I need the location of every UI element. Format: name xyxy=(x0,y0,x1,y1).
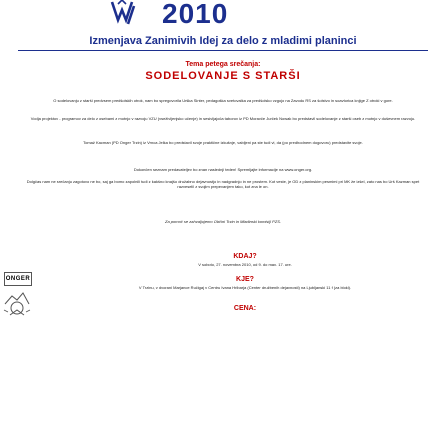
price-label: CENA: xyxy=(233,305,257,312)
year-heading: 2010 xyxy=(162,0,229,29)
paragraph-speakers-list: Dokončen seznam predavateljev bo znan naslednji teden! Spremljajte informacije na www.onger.org. xyxy=(133,167,313,172)
paragraph-intro: O sodelovanju z starši predvsem predšolskih otrok, nam bo spregovorila Urška Sinter, pedagoška svetovalka za predšolsko vzgojo na Zavodu RS za šolstvo in soavtorica knjige Z otroki v gore. xyxy=(53,98,393,103)
paragraph-projects: Vodja projektov - programov za delo z osebami z motnjo v razvoju VZU (vseživljenjsko učenje) in sesivljajoča taborov iz PD Moravče Jurček Nowak bo predstavil sodelovanje z starši oseb z motnjo v duševnem razvoju. xyxy=(30,116,416,121)
paragraph-thanks: Za pomoč se zahvaljujemo Občini Trzin in Mladinski komisiji PZS. xyxy=(165,219,281,224)
onger-logo: ONGER xyxy=(4,272,32,286)
paragraph-social: Dolgčas nam ne srečanju zagotovo ne bo, saj ga bomo zapolnili tudi z kakšno knajšo družabno dejavnostjo in nadgradnjo in ne prostem. Kot veste, je OD z planinskim pesmimi pri MK že izšel, zato nas bo Urš Kazman spet razveselil z svojim prepevanjem tako, kot zna le on. xyxy=(26,179,420,189)
topic-title: SODELOVANJE S STARŠI xyxy=(145,70,301,82)
where-text: V Trzinu, v dvorani Marjance Ručigaj v Centru Ivana Hribarja (Center družbenih dejavnosti) na Ljubljanski 11 f (za bloki). xyxy=(138,285,352,290)
when-text: V soboto, 27. novembra 2010, od 9. do max. 17. ure. xyxy=(198,262,292,267)
topic-kicker: Tema petega srečanja: xyxy=(185,61,261,68)
event-subtitle: Izmenjava Zanimivih Idej za delo z mladimi planinci xyxy=(89,35,357,47)
where-label: KJE? xyxy=(236,276,254,283)
when-label: KDAJ? xyxy=(233,253,257,260)
scout-emblem-icon xyxy=(2,290,32,320)
logo-mountain-mark xyxy=(108,0,140,30)
header-divider xyxy=(18,50,428,51)
paragraph-experience: Tomaž Kacman (PD Onger Trzin) iz Vrnca Jelka bo predstavil svoje praktične izkušnje, vabljeni pa ste tudi vi, da (po predhodnem dogovoru) predstavite svoje. xyxy=(83,140,363,145)
header xyxy=(108,0,338,30)
